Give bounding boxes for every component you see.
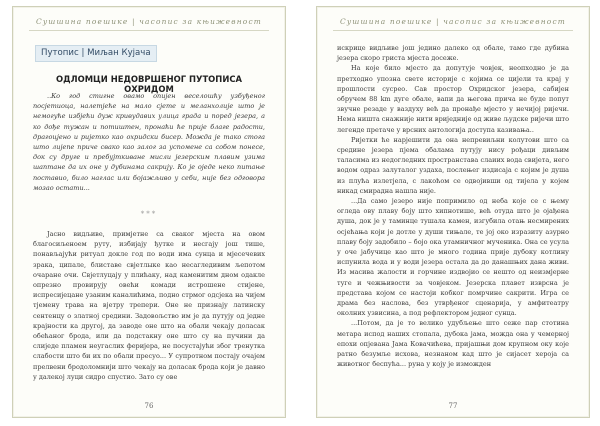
body-paragraph: ...Потом, да је то велико удубљење што сеже пар стотина метара испод наших стопала, дубока јама, можда она у чемерној епохи опјевана Јама Ковачићева, пријашњи дом крупном оку које ратно безумље исхова, незнаном кад што је сијасет хероја са животног беспућа... руна у коју је изможден (337, 319, 569, 369)
body-paragraph: искрице видљиве још једино далеко од обале, тамо где дубина језера скоро гриста мјеста досеже. (337, 44, 569, 63)
header-divider (29, 30, 269, 31)
page-header: Сушшина поешике | часопис за књижевност (35, 17, 263, 26)
body-paragraph: Јасно видљиве, примјетне са сваког мјеста на овом благосиљеноем руту, избијају ђутке и несгају још тише, понављајући ритуал докле год по води има сунца и мјесечевих зрака, ципале, блиставе свјетлыке као несагледивим љепотом очаране очи. Свјетлуцају у плићаку, над каменитим дном одакле опрезно провирују овећи комади истрошене стијене, испресијецане узаним каналићима, подно стрмог одсјека на чијем тјемену трава на вјетру трепери. Оне не признају латинску сентенцу о златној средини. Задовољство им је да путују од једне крајности ка другој, да заводе оне што на обали чекају доласак обећаног брода, или да подстакну оне што су на пучини да слиједе пламен неугаслих феријера, не посустајући због тренутка слабости што би их по обали пресуо... У супротном постају очајем прелвени бродоломнији што чекају на доласак брода који је давно у далекој луци сидро спустио. Зато су ове (33, 230, 265, 381)
section-separator: *** (140, 210, 158, 218)
intro-paragraph: ..Ко год стигне овамо опијен веселошћу узбуђеног посјетиоца, налетјеће на мало сјете и меланхолије што је немогуће избјећи дуж кривудавих улица града и поред језера, а ко дође тужан и потиштен, пронаћи ће прије благе радости, драгоцјено и ријетко као охридски бисер. Можда је тако стога што лијепе приче свако као залог за успомене са собом понесе, док су друге и пребујткиване мисли језерским плавим узима шаптане да их оне у дубинама сакрију. Ко је оједе неко питање поставио, било наглас или бојажљиво у себи, није без одговора мозао остати... (33, 92, 265, 192)
page-number-right: 77 (448, 402, 458, 410)
column-label: Путопис | Миљан Кујача (35, 45, 157, 62)
body-paragraph: ...Да само језеро није попримило од неба које се с њему огледа ову плаву боју што хипнотише, већ отуда што је ојађена душа, док је у таминце тушала камен, изгубила отањ несмирених осјећања који је дотле у души тињале, те јој око изразиту азурно плаву боју задобило – бојо ока утамничног мученика. Она се усула у оче јабучице као што је много година прије дубоку котлину испунила вода и у води језера остала да до данашњих дана живи. Из масива жалости и горчине издвојио се нешто од неизмјерне туге и чежњивости за човјеком. Језерска плавет изврсна је представа којом се настоји кобког помрчине сакрити. Игра се драма без наслова, без утврђеног сценарија, у амфитеатру околних узвисина, а под рефлектором једног сунца. (337, 197, 569, 318)
left-body-text (33, 229, 265, 382)
right-page (316, 6, 590, 418)
left-page (12, 6, 286, 418)
page-number-left: 76 (144, 402, 154, 410)
right-body-text (337, 43, 569, 370)
article-title: ОДЛОМЦИ НЕДОВРШЕНОГ ПУТОПИСА ОХРИДОМ (56, 74, 242, 94)
intro-italic-text (33, 91, 265, 193)
header-divider (333, 30, 573, 31)
body-paragraph: На које било мјесто да допутује човјек, неопходно је да претходно упозна свете историје с којима се цијели та крај у прошлости сусрео. Сав простор Охридског језера, сабијен обручем 88 km дуге обале, вапи да његова прича не буде попут звучне резаде у ваздуху већ да пронађе мјесто у нечијој ријечи. Нема ништа снажније нити вриједније од живе људске ријечи што легенде претаче у врсних антологија доступа казивања.. (337, 64, 569, 134)
body-paragraph: Ријетки ће нарјешити да она непревиљни колутови што са средине језера пјема обалама путују нису рођаци дивљим таласима из недогледних пространстава слаиих вода свијета, него водом одраз залуталог уздаха, послењег издисаја с којим је душа из плућа излетјела, с лакоћом се одвојивши од тијела у којем никад смирадна нашла није. (337, 135, 569, 195)
page-header: Сушшина поешике | часопис за књижевност (339, 17, 567, 26)
